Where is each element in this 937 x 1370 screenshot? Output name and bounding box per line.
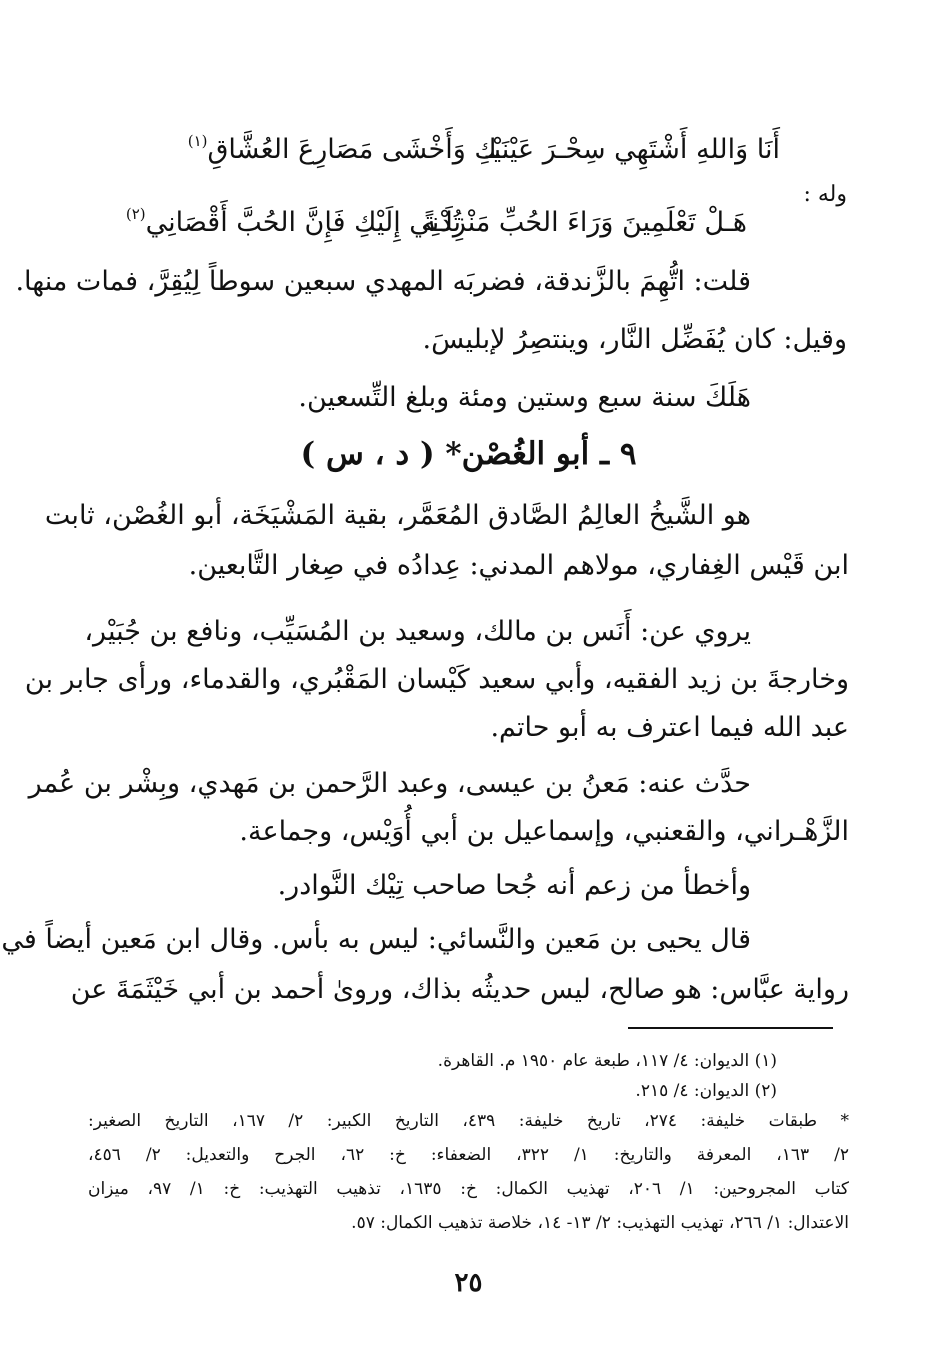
paragraph-1-line-1: هو الشَّيخُ العالِمُ الصَّادق المُعَمَّر، بقية المَشْيَخَة، أبو الغُصْن، ثابت [44,500,751,531]
footnote-2: (٢) الديوان: ٤/ ٢١٥. [635,1081,777,1101]
verse-1-left-hemistich [187,132,505,165]
paragraph-2-line-2: وخارجةَ بن زيد الفقيه، وأبي سعيد كَيْسان المَقْبُري، والقدماء، ورأى جابر بن [24,664,849,695]
footnote-ref-1: (١) [187,132,208,150]
footnote-sources-line-4: الاعتدال: ١/ ٢٦٦، تهذيب التهذيب: ٢/ ١٣- ١٤، خلاصة تذهيب الكمال: ٥٧. [351,1213,849,1233]
footnote-sources-line-3: كتاب المجروحين: ١/ ٢٠٦، تهذيب الكمال: خ: ١٦٣٥، تذهيب التهذيب: خ: ١/ ٩٧، ميزان [88,1179,849,1199]
intro-line-1: قلت: اتُّهِمَ بالزَّندقة، فضربَه المهدي سبعين سوطاً لِيُقِرَّ، فمات منها. [15,266,751,297]
paragraph-5-line-1: قال يحيى بن مَعين والنَّسائي: ليس به بأس. وقال ابن مَعين أيضاً في [1,924,751,955]
verse-1-left-text: ـكِ وَأَخْشَى مَصَارِعَ العُشَّاقِ [207,134,505,165]
verse-1-right-hemistich: أَنَا وَاللهِ أَشْتَهِي سِحْـرَ عَيْنَيْـ [485,134,780,165]
footnote-separator [628,1027,833,1029]
paragraph-3-line-1: حدَّث عنه: مَعنُ بن عيسى، وعبد الرَّحمن بن مَهدي، وبِشْر بن عُمر [28,768,751,799]
paragraph-5-line-2: رواية عبَّاس: هو صالح، ليس حديثُه بذاك، وروىٰ أحمد بن أبي خَيْثَمَةَ عن [70,974,849,1005]
verse-label: وله : [803,182,847,207]
intro-line-2: وقيل: كان يُفَضِّل النَّار، وينتصِرُ لإبليسَ. [422,324,847,355]
entry-title: ٩ ـ أبو الغُصْن* ( د ، س ) [300,436,637,472]
footnote-ref-2: (٢) [125,205,146,223]
paragraph-2-line-1: يروي عن: أَنَس بن مالك، وسعيد بن المُسَيِّب، ونافع بن جُبَيْر، [84,616,751,647]
verse-2-right-hemistich: هَـلْ تَعْلَمِينَ وَرَاءَ الحُبِّ مَنْزِلَـةً [422,207,747,238]
paragraph-4-line-1: وأخطأ من زعم أنه جُحا صاحب تِيْك النَّوادر. [277,870,751,901]
verse-2-left-text: تُدْنِي إِلَيْكِ فَإِنَّ الحُبَّ أَقْصَانِي [145,207,461,238]
footnote-1: (١) الديوان: ٤/ ١١٧، طبعة عام ١٩٥٠ م. القاهرة. [437,1051,777,1071]
paragraph-1-line-2: ابن قَيْس الغِفاري، مولاهم المدني: عِدادُه في صِغار التَّابعين. [188,550,849,581]
footnote-sources-line-2: ٢/ ١٦٣، المعرفة والتاريخ: ١/ ٣٢٢، الضعفاء: خ: ٦٢، الجرح والتعديل: ٢/ ٤٥٦، [88,1145,849,1165]
footnote-sources-line-1: * طبقات خليفة: ٢٧٤، تاريخ خليفة: ٤٣٩، التاريخ الكبير: ٢/ ١٦٧، التاريخ الصغير: [88,1111,850,1131]
paragraph-3-line-2: الزَّهْـراني، والقعنبي، وإسماعيل بن أبي أُوَيْس، وجماعة. [239,816,849,847]
paragraph-2-line-3: عبد الله فيما اعترف به أبو حاتم. [490,712,849,743]
intro-line-3: هَلَكَ سنة سبع وستين ومئة وبلغ التِّسعين. [298,382,751,413]
page-number: ٢٥ [454,1268,483,1298]
verse-2-left-hemistich [122,207,461,238]
